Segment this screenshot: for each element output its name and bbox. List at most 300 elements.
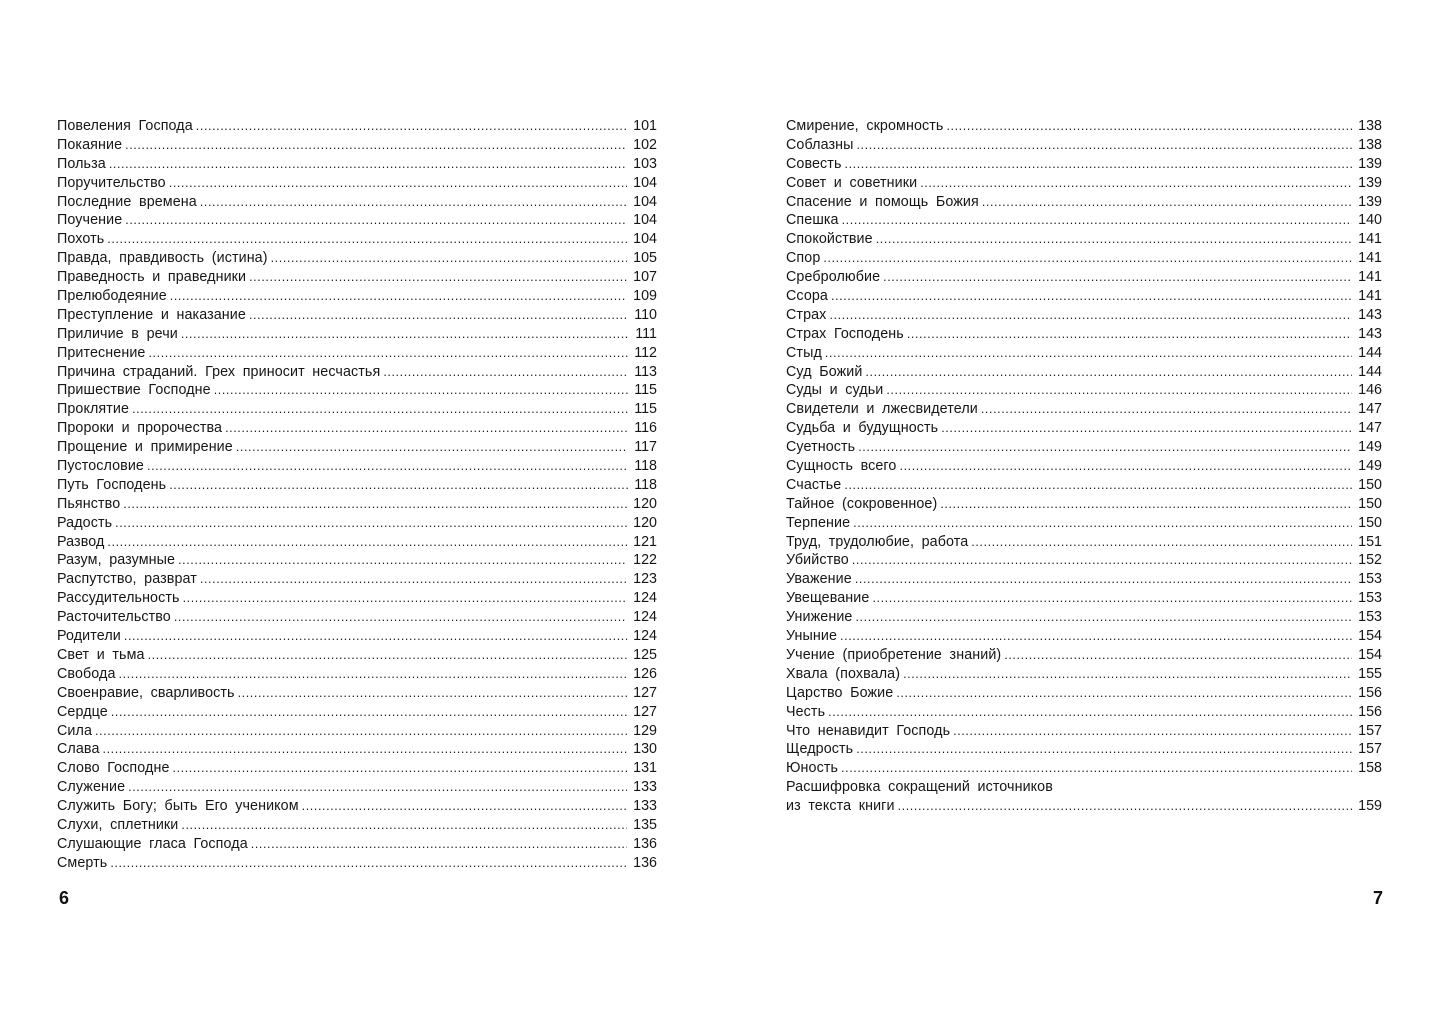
toc-entry (57, 476, 657, 495)
toc-dot-leader (236, 438, 628, 457)
toc-dot-leader (825, 344, 1352, 363)
toc-entry-title: Убийство (786, 552, 849, 569)
toc-dot-leader (858, 438, 1352, 457)
toc-entry-title: Расшифровка сокращений источников (786, 779, 1053, 796)
toc-dot-leader (853, 514, 1352, 533)
toc-entry-page-number: 157 (1358, 722, 1382, 739)
toc-entry-title: Служить Богу; быть Его учеником (57, 798, 299, 815)
toc-entry-title: Спокойствие (786, 231, 873, 248)
toc-entry-title: Учение (приобретение знаний) (786, 646, 1002, 663)
toc-entry-title: Распутство, разврат (57, 571, 197, 588)
toc-entry (786, 495, 1382, 514)
toc-entry-page-number: 124 (633, 609, 657, 626)
toc-dot-leader (249, 268, 627, 287)
toc-entry-page-number: 153 (1358, 590, 1382, 607)
toc-dot-leader (173, 759, 628, 778)
toc-entry-page-number: 139 (1358, 155, 1382, 172)
toc-entry-page-number: 125 (633, 646, 657, 663)
toc-dot-leader (107, 230, 627, 249)
toc-entry-page-number: 101 (633, 118, 657, 134)
toc-entry-title: Притеснение (57, 344, 146, 361)
toc-entry-title: Служение (57, 779, 126, 796)
toc-entry-title: Польза (57, 155, 106, 172)
toc-entry-title: Спасение и помощь Божия (786, 193, 979, 210)
toc-dot-leader (841, 759, 1352, 778)
toc-entry-title: Спор (786, 250, 821, 267)
toc-entry-page-number: 156 (1358, 703, 1382, 720)
toc-entry-page-number: 136 (633, 854, 657, 871)
toc-entry-page-number: 118 (634, 476, 657, 493)
toc-entry-page-number: 111 (635, 325, 657, 342)
toc-entry-page-number: 110 (634, 306, 657, 323)
toc-entry-page-number: 104 (633, 193, 657, 210)
toc-entry-title: Что ненавидит Господь (786, 722, 951, 739)
toc-dot-leader (982, 193, 1352, 212)
toc-entry (786, 797, 1382, 816)
toc-entry-page-number: 149 (1358, 439, 1382, 456)
toc-entry-title: Праведность и праведники (57, 269, 247, 286)
toc-entry-page-number: 141 (1358, 250, 1382, 267)
toc-entry-title: Поучение (57, 212, 123, 229)
toc-entry (786, 419, 1382, 438)
toc-entry-page-number: 109 (633, 288, 657, 305)
toc-entry (786, 287, 1382, 306)
toc-entry (57, 703, 657, 722)
toc-entry (57, 627, 657, 646)
toc-entry (57, 287, 657, 306)
toc-dot-leader (132, 400, 628, 419)
toc-dot-leader (181, 325, 629, 344)
toc-dot-leader (1004, 646, 1352, 665)
toc-entry (57, 155, 657, 174)
toc-entry (786, 193, 1382, 212)
toc-dot-leader (828, 703, 1352, 722)
toc-entry-title: Развод (57, 533, 105, 550)
toc-dot-leader (170, 287, 627, 306)
toc-entry-page-number: 107 (633, 269, 657, 286)
toc-dot-leader (103, 740, 628, 759)
toc-entry-title: Унижение (786, 609, 853, 626)
toc-dot-leader (115, 514, 627, 533)
toc-entry-title: Правда, правдивость (истина) (57, 250, 268, 267)
toc-dot-leader (169, 476, 628, 495)
toc-entry-title: Сердце (57, 703, 108, 720)
toc-entry-page-number: 153 (1358, 571, 1382, 588)
page-number-left: 6 (59, 888, 70, 908)
toc-entry-page-number: 141 (1358, 269, 1382, 286)
toc-entry-page-number: 144 (1358, 363, 1382, 380)
toc-entry (786, 306, 1382, 325)
toc-entry-title: Слово Господне (57, 760, 170, 777)
toc-entry-page-number: 124 (633, 628, 657, 645)
toc-entry-page-number: 133 (633, 798, 657, 815)
toc-dot-leader (174, 608, 627, 627)
toc-entry-page-number: 104 (633, 231, 657, 248)
toc-entry-title: Расточительство (57, 609, 171, 626)
toc-dot-leader (876, 230, 1352, 249)
toc-dot-leader (109, 155, 627, 174)
toc-entry-page-number: 143 (1358, 306, 1382, 323)
toc-entry-title: Терпение (786, 514, 851, 531)
toc-entry-title: Пьянство (57, 495, 121, 512)
toc-dot-leader (119, 665, 628, 684)
toc-entry (786, 325, 1382, 344)
toc-entry-title: Сребролюбие (786, 269, 881, 286)
toc-dot-leader (941, 419, 1352, 438)
toc-dot-leader (196, 117, 627, 136)
toc-entry (57, 797, 657, 816)
toc-entry-title: Соблазны (786, 136, 854, 153)
toc-entry (57, 230, 657, 249)
toc-entry (786, 136, 1382, 155)
toc-entry-page-number: 139 (1358, 193, 1382, 210)
toc-dot-leader (383, 363, 628, 382)
toc-dot-leader (123, 495, 627, 514)
book-page-right (722, 0, 1445, 1029)
toc-entry-title: Совесть (786, 155, 842, 172)
toc-entry-page-number: 150 (1358, 476, 1382, 493)
toc-entry-page-number: 120 (633, 495, 657, 512)
toc-entry-page-number: 131 (633, 760, 657, 777)
toc-entry (786, 759, 1382, 778)
toc-entry (57, 344, 657, 363)
toc-dot-leader (125, 136, 627, 155)
toc-entry (57, 381, 657, 400)
toc-entry-page-number: 141 (1358, 231, 1382, 248)
toc-entry (57, 684, 657, 703)
toc-entry (786, 665, 1382, 684)
toc-entry-title: Счастье (786, 476, 842, 493)
toc-entry (57, 778, 657, 797)
toc-entry-page-number: 117 (634, 439, 657, 456)
toc-dot-leader (856, 740, 1352, 759)
toc-entry-title: Слушающие гласа Господа (57, 835, 248, 852)
toc-entry (57, 325, 657, 344)
toc-entry-title: Слухи, сплетники (57, 816, 179, 833)
toc-entry-page-number: 115 (634, 401, 657, 418)
toc-entry (786, 703, 1382, 722)
toc-entry-title: Путь Господень (57, 476, 167, 493)
toc-dot-leader (886, 381, 1352, 400)
toc-entry-page-number: 112 (634, 344, 657, 361)
toc-entry-title: Родители (57, 628, 121, 645)
toc-entry (57, 363, 657, 382)
toc-entry-page-number: 102 (633, 136, 657, 153)
toc-entry-title: Своенравие, сварливость (57, 684, 235, 701)
toc-entry (786, 363, 1382, 382)
toc-entry-title: Повеления Господа (57, 118, 193, 134)
toc-entry (57, 419, 657, 438)
toc-dot-leader (249, 306, 628, 325)
toc-dot-leader (128, 778, 627, 797)
toc-entry-page-number: 154 (1358, 628, 1382, 645)
toc-entry-title: Покаяние (57, 136, 123, 153)
toc-entry-title: Стыд (786, 344, 822, 361)
toc-entry-title: Совет и советники (786, 174, 918, 191)
toc-dot-leader (111, 703, 627, 722)
toc-entry (786, 740, 1382, 759)
toc-entry-page-number: 147 (1358, 420, 1382, 437)
toc-entry-page-number: 130 (633, 741, 657, 758)
toc-entry-title: Царство Божие (786, 684, 894, 701)
toc-entry-page-number: 151 (1358, 533, 1382, 550)
toc-entry-page-number: 139 (1358, 174, 1382, 191)
toc-entry (786, 608, 1382, 627)
toc-entry (786, 438, 1382, 457)
toc-entry-title: Суетность (786, 439, 856, 456)
toc-entry (786, 174, 1382, 193)
toc-entry-page-number: 150 (1358, 514, 1382, 531)
toc-dot-leader (95, 722, 627, 741)
toc-entry-title: Радость (57, 514, 113, 531)
toc-entry (786, 211, 1382, 230)
toc-dot-leader (225, 419, 628, 438)
toc-entry (57, 740, 657, 759)
page-number-right: 7 (1372, 888, 1383, 908)
toc-entry (786, 381, 1382, 400)
toc-entry-title: Причина страданий. Грех приносит несчастья (57, 363, 381, 380)
toc-entry-title: из текста книги (786, 798, 895, 815)
toc-entry-page-number: 118 (634, 458, 657, 475)
toc-entry-page-number: 156 (1358, 684, 1382, 701)
toc-entry (786, 533, 1382, 552)
toc-entry (57, 533, 657, 552)
toc-entry (57, 646, 657, 665)
toc-dot-leader (940, 495, 1352, 514)
toc-entry-page-number: 116 (634, 420, 657, 437)
toc-dot-leader (852, 551, 1352, 570)
toc-entry-page-number: 129 (633, 722, 657, 739)
toc-entry-page-number: 115 (634, 382, 657, 399)
toc-entry (786, 551, 1382, 570)
toc-dot-leader (946, 117, 1352, 136)
toc-entry (57, 211, 657, 230)
toc-entry-page-number: 127 (633, 703, 657, 720)
toc-entry-title: Сущность всего (786, 458, 897, 475)
toc-entry (786, 684, 1382, 703)
toc-entry-title: Страх (786, 306, 827, 323)
toc-entry-title: Свобода (57, 665, 116, 682)
toc-entry-page-number: 113 (634, 363, 657, 380)
toc-dot-leader (855, 570, 1352, 589)
toc-entry-title: Щедрость (786, 741, 854, 758)
toc-dot-leader (107, 533, 627, 552)
toc-dot-leader (271, 249, 628, 268)
toc-dot-leader (896, 684, 1352, 703)
toc-entry (57, 438, 657, 457)
toc-entry-title: Прелюбодеяние (57, 288, 167, 305)
toc-entry-title: Проклятие (57, 401, 130, 418)
toc-entry-title: Суд Божий (786, 363, 863, 380)
toc-entry (57, 759, 657, 778)
toc-entry-page-number: 103 (633, 155, 657, 172)
toc-entry-page-number: 138 (1358, 136, 1382, 153)
toc-entry (786, 344, 1382, 363)
toc-entry-title: Пророки и пророчества (57, 420, 223, 437)
toc-entry-page-number: 144 (1358, 344, 1382, 361)
toc-entry-title: Смерть (57, 854, 108, 871)
toc-entry (786, 627, 1382, 646)
toc-dot-leader (169, 174, 627, 193)
toc-entry-page-number: 138 (1358, 118, 1382, 134)
toc-entry-title: Увещевание (786, 590, 870, 607)
toc-dot-leader (920, 174, 1352, 193)
toc-entry (786, 457, 1382, 476)
toc-dot-leader (147, 457, 628, 476)
toc-dot-leader (872, 589, 1352, 608)
toc-dot-leader (200, 193, 627, 212)
toc-entry-title: Приличие в речи (57, 325, 178, 342)
toc-entry (57, 570, 657, 589)
toc-dot-leader (865, 363, 1352, 382)
toc-entry (786, 570, 1382, 589)
toc-dot-leader (148, 646, 628, 665)
toc-entry (786, 722, 1382, 741)
toc-entry (786, 268, 1382, 287)
toc-dot-leader (251, 835, 627, 854)
toc-entry (57, 249, 657, 268)
toc-entry-title: Поручительство (57, 174, 166, 191)
toc-entry-title: Преступление и наказание (57, 306, 246, 323)
toc-entry (786, 400, 1382, 419)
toc-dot-leader (855, 608, 1352, 627)
toc-entry (57, 589, 657, 608)
toc-entry-page-number: 123 (633, 571, 657, 588)
toc-entry-page-number: 159 (1358, 798, 1382, 815)
toc-entry (786, 230, 1382, 249)
toc-entry (786, 155, 1382, 174)
toc-entry-page-number: 147 (1358, 401, 1382, 418)
toc-dot-leader (124, 627, 627, 646)
toc-entry (786, 778, 1382, 797)
toc-dot-leader (840, 627, 1352, 646)
toc-dot-leader (842, 211, 1353, 230)
toc-entry-page-number: 104 (633, 212, 657, 229)
toc-entry-title: Сила (57, 722, 93, 739)
toc-entry (786, 476, 1382, 495)
toc-entry (57, 306, 657, 325)
toc-entry-page-number: 146 (1358, 382, 1382, 399)
toc-entry-title: Последние времена (57, 193, 197, 210)
toc-entry (786, 249, 1382, 268)
toc-entry-title: Честь (786, 703, 826, 720)
toc-entry-title: Похоть (57, 231, 105, 248)
toc-dot-leader (302, 797, 627, 816)
toc-entry-title: Смирение, скромность (786, 118, 944, 134)
toc-entry-page-number: 154 (1358, 646, 1382, 663)
toc-entry-title: Ссора (786, 288, 828, 305)
toc-dot-leader (883, 268, 1352, 287)
toc-entry (57, 816, 657, 835)
toc-entry (57, 136, 657, 155)
toc-entry-page-number: 155 (1358, 665, 1382, 682)
toc-entry-title: Пришествие Господне (57, 382, 211, 399)
toc-dot-leader (110, 854, 627, 873)
toc-entry-title: Труд, трудолюбие, работа (786, 533, 969, 550)
toc-dot-leader (903, 665, 1352, 684)
toc-entry-page-number: 136 (633, 835, 657, 852)
toc-entry-page-number: 122 (633, 552, 657, 569)
toc-dot-leader (823, 249, 1352, 268)
toc-dot-leader (181, 816, 627, 835)
toc-dot-leader (183, 589, 628, 608)
toc-entry-title: Юность (786, 760, 839, 777)
toc-entry-title: Судьба и будущность (786, 420, 939, 437)
toc-entry-page-number: 158 (1358, 760, 1382, 777)
toc-entry-title: Свет и тьма (57, 646, 145, 663)
toc-dot-leader (907, 325, 1352, 344)
toc-entry (57, 268, 657, 287)
toc-entry-title: Прощение и примирение (57, 439, 233, 456)
toc-dot-leader (831, 287, 1352, 306)
toc-list-right (786, 117, 1382, 816)
toc-entry-page-number: 153 (1358, 609, 1382, 626)
toc-entry-title: Уважение (786, 571, 852, 588)
toc-entry-title: Хвала (похвала) (786, 665, 901, 682)
toc-entry-title: Свидетели и лжесвидетели (786, 401, 978, 418)
toc-dot-leader (856, 136, 1352, 155)
toc-entry (786, 589, 1382, 608)
toc-entry-page-number: 124 (633, 590, 657, 607)
toc-entry-title: Слава (57, 741, 100, 758)
toc-entry-page-number: 140 (1358, 212, 1382, 229)
toc-dot-leader (829, 306, 1352, 325)
toc-dot-leader (981, 400, 1352, 419)
toc-dot-leader (845, 155, 1353, 174)
toc-entry (57, 174, 657, 193)
toc-entry (57, 835, 657, 854)
toc-entry-page-number: 133 (633, 779, 657, 796)
toc-entry-title: Тайное (сокровенное) (786, 495, 938, 512)
toc-dot-leader (971, 533, 1352, 552)
toc-entry (786, 117, 1382, 136)
toc-dot-leader (178, 551, 627, 570)
toc-dot-leader (214, 381, 629, 400)
toc-entry-page-number: 141 (1358, 288, 1382, 305)
toc-entry-page-number: 149 (1358, 458, 1382, 475)
toc-entry (786, 514, 1382, 533)
toc-entry-page-number: 150 (1358, 495, 1382, 512)
toc-entry-page-number: 157 (1358, 741, 1382, 758)
toc-entry (57, 551, 657, 570)
book-page-left (0, 0, 722, 1029)
toc-entry (57, 193, 657, 212)
toc-entry (57, 400, 657, 419)
toc-entry-page-number: 152 (1358, 552, 1382, 569)
toc-entry (57, 457, 657, 476)
toc-entry (57, 608, 657, 627)
toc-entry-title: Спешка (786, 212, 839, 229)
toc-entry (57, 722, 657, 741)
toc-entry (57, 514, 657, 533)
toc-dot-leader (238, 684, 628, 703)
toc-dot-leader (148, 344, 628, 363)
toc-entry-title: Рассудительность (57, 590, 180, 607)
toc-dot-leader (900, 457, 1353, 476)
toc-dot-leader (898, 797, 1353, 816)
toc-entry-page-number: 135 (633, 816, 657, 833)
toc-dot-leader (953, 722, 1352, 741)
toc-entry-title: Суды и судьи (786, 382, 884, 399)
toc-dot-leader (125, 211, 627, 230)
toc-list-left (57, 117, 657, 873)
toc-entry-page-number: 105 (633, 250, 657, 267)
toc-entry-title: Страх Господень (786, 325, 904, 342)
toc-entry-page-number: 143 (1358, 325, 1382, 342)
toc-entry (786, 646, 1382, 665)
toc-entry-title: Уныние (786, 628, 838, 645)
toc-entry (57, 854, 657, 873)
